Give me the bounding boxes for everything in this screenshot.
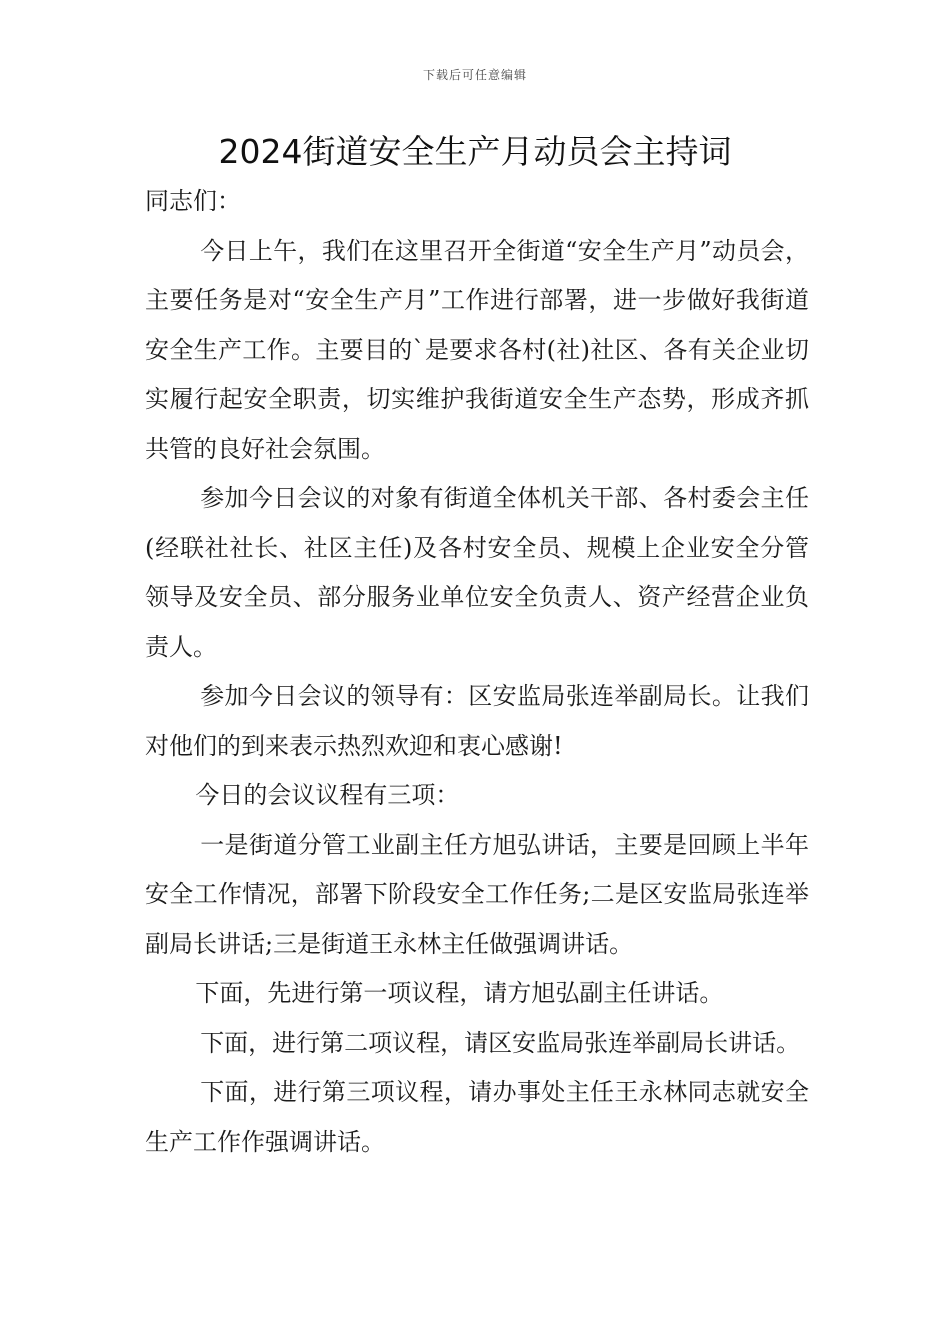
paragraph-agenda-first: 下面，先进行第一项议程，请方旭弘副主任讲话。 <box>195 979 724 1007</box>
paragraph-attendees: 参加今日会议的对象有街道全体机关干部、各村委会主任(经联社社长、社区主任)及各村安全员、规模上企业安全分管领导及安全员、部分服务业单位安全负责人、资产经营企业负责人。 <box>145 484 809 661</box>
salutation: 同志们： <box>145 187 241 215</box>
document-body <box>145 177 809 1167</box>
paragraph-leaders: 参加今日会议的领导有：区安监局张连举副局长。让我们对他们的到来表示热烈欢迎和衷心感谢! <box>145 682 809 760</box>
paragraph-agenda-items: 一是街道分管工业副主任方旭弘讲话，主要是回顾上半年安全工作情况，部署下阶段安全工作任务;二是区安监局张连举副局长讲话;三是街道王永林主任做强调讲话。 <box>145 830 809 958</box>
paragraph-opening: 今日上午，我们在这里召开全街道“安全生产月”动员会，主要任务是对“安全生产月”工作进行部署，进一步做好我街道安全生产工作。主要目的`是要求各村(社)社区、各有关企业切实履行起安全职责，切实维护我街道安全生产态势，形成齐抓共管的良好社会氛围。 <box>145 236 809 463</box>
page-header-note: 下载后可任意编辑 <box>422 68 527 82</box>
paragraph-agenda-intro: 今日的会议议程有三项： <box>195 781 460 809</box>
document-title: 2024街道安全生产月动员会主持词 <box>218 132 732 171</box>
paragraph-agenda-third: 下面，进行第三项议程，请办事处主任王永林同志就安全生产工作作强调讲话。 <box>145 1078 809 1156</box>
paragraph-agenda-second: 下面，进行第二项议程，请区安监局张连举副局长讲话。 <box>200 1028 801 1057</box>
